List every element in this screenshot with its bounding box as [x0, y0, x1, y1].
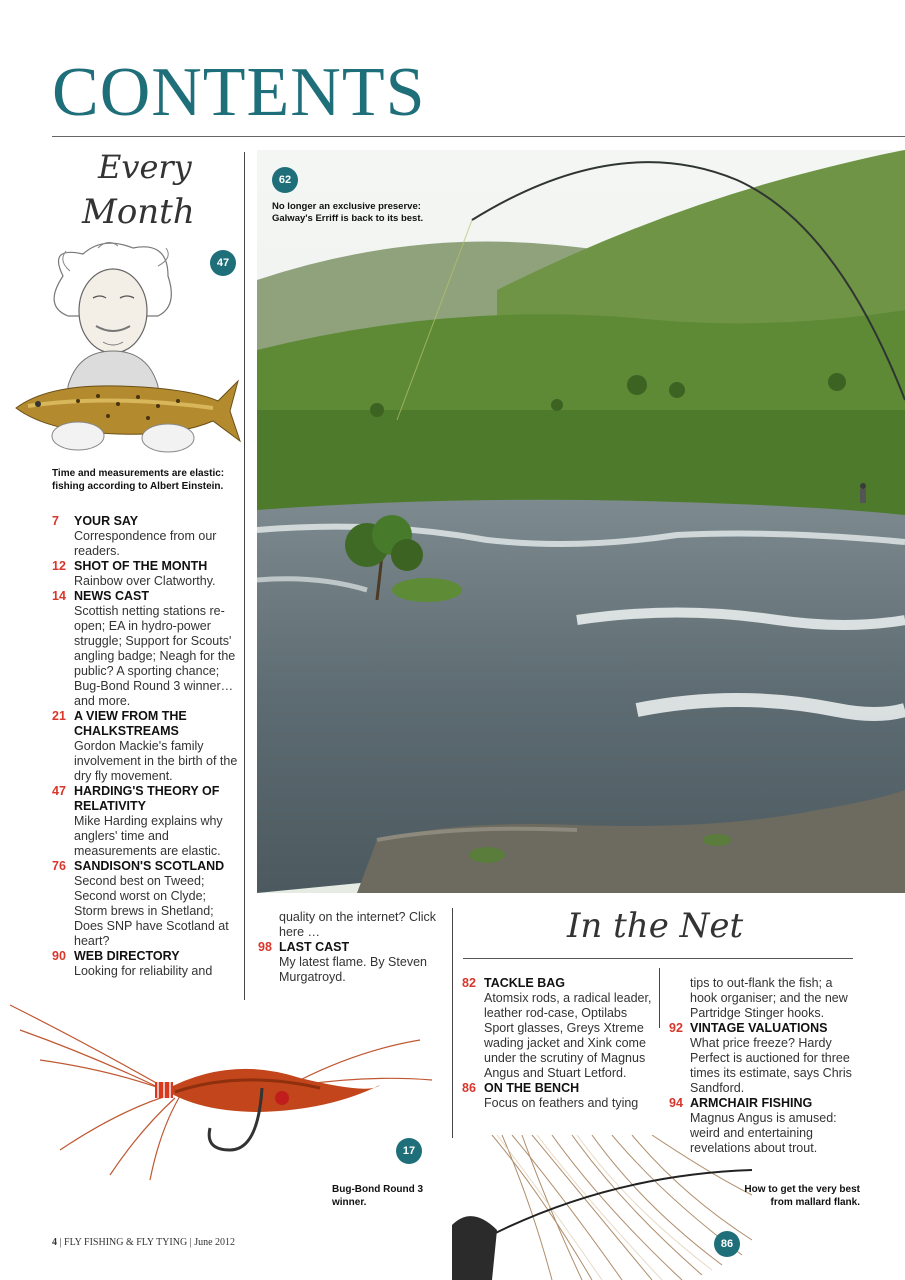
- fly-page-badge[interactable]: 17: [396, 1138, 422, 1164]
- fly-caption: Bug-Bond Round 3 winner.: [332, 1184, 424, 1208]
- in-the-net-divider-left: [452, 908, 453, 1138]
- fly-photo: [0, 1000, 440, 1200]
- in-the-net-col1: [462, 976, 652, 1111]
- mallard-page-badge[interactable]: 86: [714, 1231, 740, 1257]
- last-cast-list: [258, 910, 438, 985]
- einstein-caption: Time and measurements are elastic: fishing according to Albert Einstein.: [52, 468, 225, 492]
- title-rule: [52, 136, 905, 137]
- einstein-page-badge[interactable]: 47: [210, 250, 236, 276]
- in-the-net-col2: [669, 976, 859, 1156]
- river-photo: [257, 150, 905, 893]
- page-title: CONTENTS: [52, 54, 426, 131]
- in-the-net-rule: [463, 958, 853, 959]
- mallard-caption: How to get the very best from mallard flank.: [744, 1184, 860, 1208]
- every-heading: Every: [98, 148, 192, 186]
- toc-entry[interactable]: 12 SHOT OF THE MONTH Rainbow over Clatworthy.: [52, 559, 216, 588]
- footer-text: | FLY FISHING & FLY TYING | June 2012: [59, 1237, 236, 1248]
- toc-entry[interactable]: 21 A VIEW FROM THE CHALKSTREAMS Gordon Mackie's family involvement in the birth of the dry fly movement.: [52, 709, 238, 783]
- page-number: 4: [52, 1237, 57, 1248]
- toc-entry[interactable]: 98 LAST CAST My latest flame. By Steven Murgatroyd.: [258, 940, 427, 984]
- every-month-list: [52, 514, 238, 979]
- continued-text: quality on the internet? Click here …: [279, 910, 437, 939]
- toc-entry[interactable]: 7 YOUR SAY Correspondence from our readers.: [52, 514, 217, 558]
- column-divider: [244, 152, 245, 1000]
- photo-page-badge[interactable]: 62: [272, 167, 298, 193]
- toc-entry[interactable]: 14 NEWS CAST Scottish netting stations re-open; EA in hydro-power struggle; Support for Scouts' angling badge; Neagh for the public? A sporting chance; Bug-Bond Round 3 winner… and more.: [52, 589, 236, 708]
- month-heading: Month: [82, 192, 195, 232]
- toc-entry[interactable]: 86 ON THE BENCH Focus on feathers and tying: [462, 1081, 639, 1110]
- in-the-net-heading: In the Net: [567, 906, 744, 946]
- photo-caption: No longer an exclusive preserve: Galway's Erriff is back to its best.: [272, 201, 424, 224]
- toc-entry[interactable]: 76 SANDISON'S SCOTLAND Second best on Tweed; Second worst on Clyde; Storm brews in Shetland; Does SNP have Scotland at heart?: [52, 859, 229, 948]
- einstein-illustration: [8, 236, 243, 456]
- angler-figure: [860, 483, 866, 503]
- in-the-net-col-divider: [659, 968, 660, 1028]
- toc-entry[interactable]: 82 TACKLE BAG Atomsix rods, a radical leader, leather rod-case, Optilabs Sport glasses, Greys Xtreme wading jacket and Xink come under the scrutiny of Magnus Angus and Stuart Letford.: [462, 976, 652, 1080]
- toc-entry[interactable]: 47 HARDING'S THEORY OF RELATIVITY Mike Harding explains why anglers' time and measurements are elastic.: [52, 784, 223, 858]
- continued-text: tips to out-flank the fish; a hook organiser; and the new Partridge Stinger hooks.: [690, 976, 848, 1020]
- page-footer: [52, 1237, 235, 1248]
- toc-entry[interactable]: 90 WEB DIRECTORY Looking for reliability and: [52, 949, 213, 978]
- toc-entry[interactable]: 94 ARMCHAIR FISHING Magnus Angus is amused: weird and entertaining revelations about trout.: [669, 1096, 837, 1155]
- toc-entry[interactable]: 92 VINTAGE VALUATIONS What price freeze? Hardy Perfect is auctioned for three times its estimate, says Chris Sandford.: [669, 1021, 852, 1095]
